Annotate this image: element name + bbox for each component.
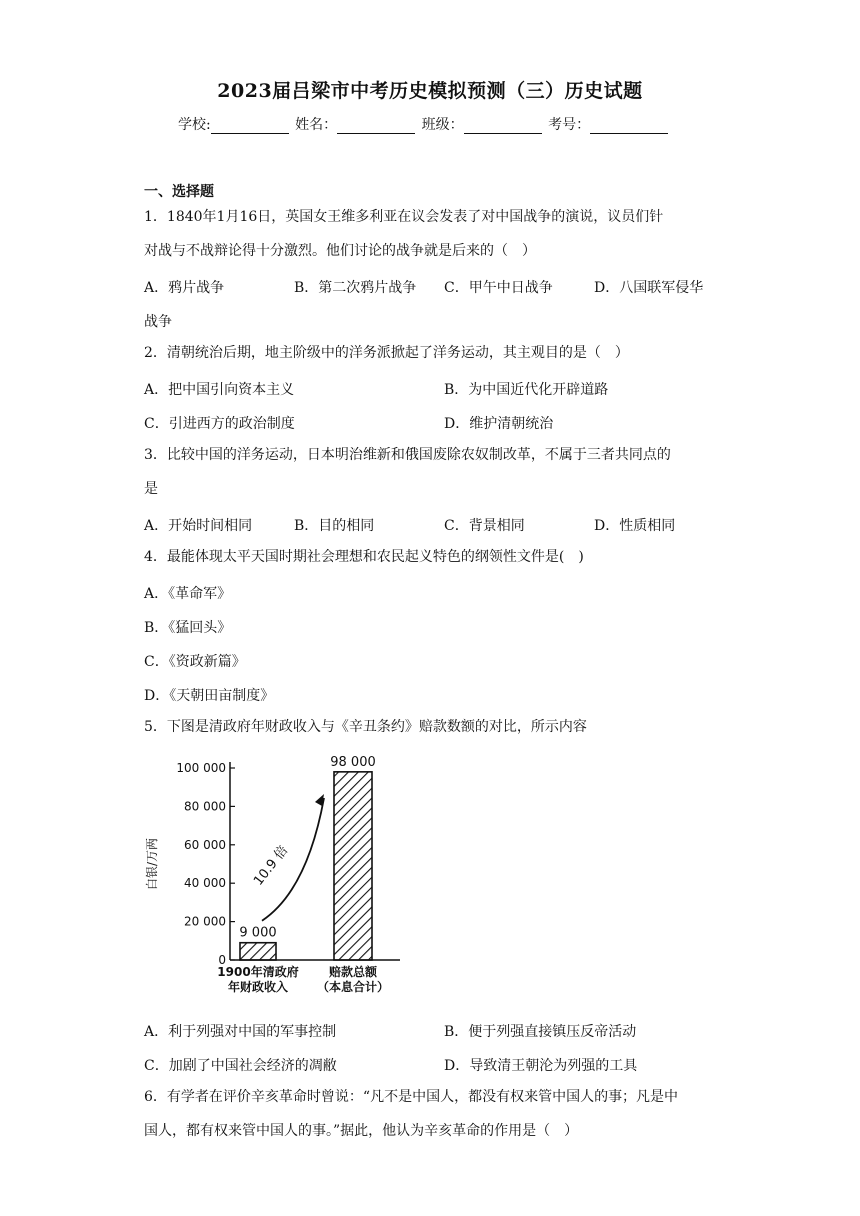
q4-stem: 4．最能体现太平天国时期社会理想和农民起义特色的纲领性文件是( ) [144,549,584,565]
bar [240,943,276,960]
q1-stem-line2: 对战与不战辩论得十分激烈。他们讨论的战争就是后来的（ ） [144,243,536,259]
y-tick-label: 0 [218,953,226,967]
q3-option-c[interactable]: C．背景相同 [444,518,525,534]
q3-stem-line1: 3．比较中国的洋务运动，日本明治维新和俄国废除农奴制改革，不属于三者共同点的 [144,447,671,463]
q1-option-c[interactable]: C．甲午中日战争 [444,280,553,296]
number-label: 考号： [548,117,591,133]
q1-option-d-continued: 战争 [144,314,172,330]
y-tick-label: 80 000 [184,799,226,814]
y-tick-label: 60 000 [184,837,226,852]
q6-stem-line1: 6．有学者在评价辛亥革命时曾说：“凡不是中国人，都没有权来管中国人的事；凡是中 [144,1089,679,1105]
number-blank[interactable] [590,119,668,134]
q1-option-b[interactable]: B．第二次鸦片战争 [294,280,417,296]
bar [334,772,372,960]
q3-option-d[interactable]: D．性质相同 [594,518,676,534]
q5-option-b[interactable]: B．便于列强直接镇压反帝活动 [444,1024,637,1040]
q5-option-c[interactable]: C．加剧了中国社会经济的凋敝 [144,1058,337,1074]
q2-option-a[interactable]: A．把中国引向资本主义 [144,382,295,398]
page-title: 2023届吕梁市中考历史模拟预测（三）历史试题 [217,80,643,102]
class-blank[interactable] [464,119,542,134]
growth-annotation: 10.9 倍 [251,843,292,889]
class-label: 班级： [421,117,464,133]
q2-stem: 2．清朝统治后期，地主阶级中的洋务派掀起了洋务运动，其主观目的是（ ） [144,345,629,361]
y-tick-label: 40 000 [184,876,226,891]
q1-stem-line1: 1．1840年1月16日，英国女王维多利亚在议会发表了对中国战争的演说，议员们针 [144,209,664,225]
q3-option-a[interactable]: A．开始时间相同 [144,518,253,534]
y-tick-label: 100 000 [176,761,226,775]
q3-stem-line2: 是 [144,481,158,497]
q4-option-d[interactable]: D．《天朝田亩制度》 [144,688,275,704]
bar-value-label: 98 000 [330,754,376,770]
q4-option-c[interactable]: C．《资政新篇》 [144,654,246,670]
q5-bar-chart [144,748,406,1004]
category-label: 1900年清政府 [217,965,299,979]
q6-stem-line2: 国人，都有权来管中国人的事。”据此，他认为辛亥革命的作用是（ ） [144,1123,579,1139]
q2-option-c[interactable]: C．引进西方的政治制度 [144,416,295,432]
school-label: 学校: [178,117,211,133]
q1-option-d[interactable]: D．八国联军侵华 [594,280,704,296]
q4-option-b[interactable]: B．《猛回头》 [144,620,232,636]
q2-option-d[interactable]: D．维护清朝统治 [444,416,554,432]
section-heading: 一、选择题 [144,184,214,200]
school-blank[interactable] [211,119,289,134]
q5-option-d[interactable]: D．导致清王朝沦为列强的工具 [444,1058,638,1074]
q4-option-a[interactable]: A．《革命军》 [144,586,232,602]
y-tick-label: 20 000 [184,914,226,929]
q5-option-a[interactable]: A．利于列强对中国的军事控制 [144,1024,337,1040]
name-label: 姓名： [295,117,338,133]
category-label: 年财政收入 [227,980,289,994]
category-label: （本息合计） [316,980,390,994]
bar-value-label: 9 000 [239,925,277,941]
student-info-line [178,114,698,134]
q1-option-a[interactable]: A．鸦片战争 [144,280,225,296]
q5-stem: 5．下图是清政府年财政收入与《辛丑条约》赔款数额的对比，所示内容 [144,719,587,735]
q3-option-b[interactable]: B．目的相同 [294,518,375,534]
q2-option-b[interactable]: B．为中国近代化开辟道路 [444,382,609,398]
y-axis-label: 白银/万两 [145,837,159,891]
category-label: 赔款总额 [328,965,378,979]
name-blank[interactable] [337,119,415,134]
